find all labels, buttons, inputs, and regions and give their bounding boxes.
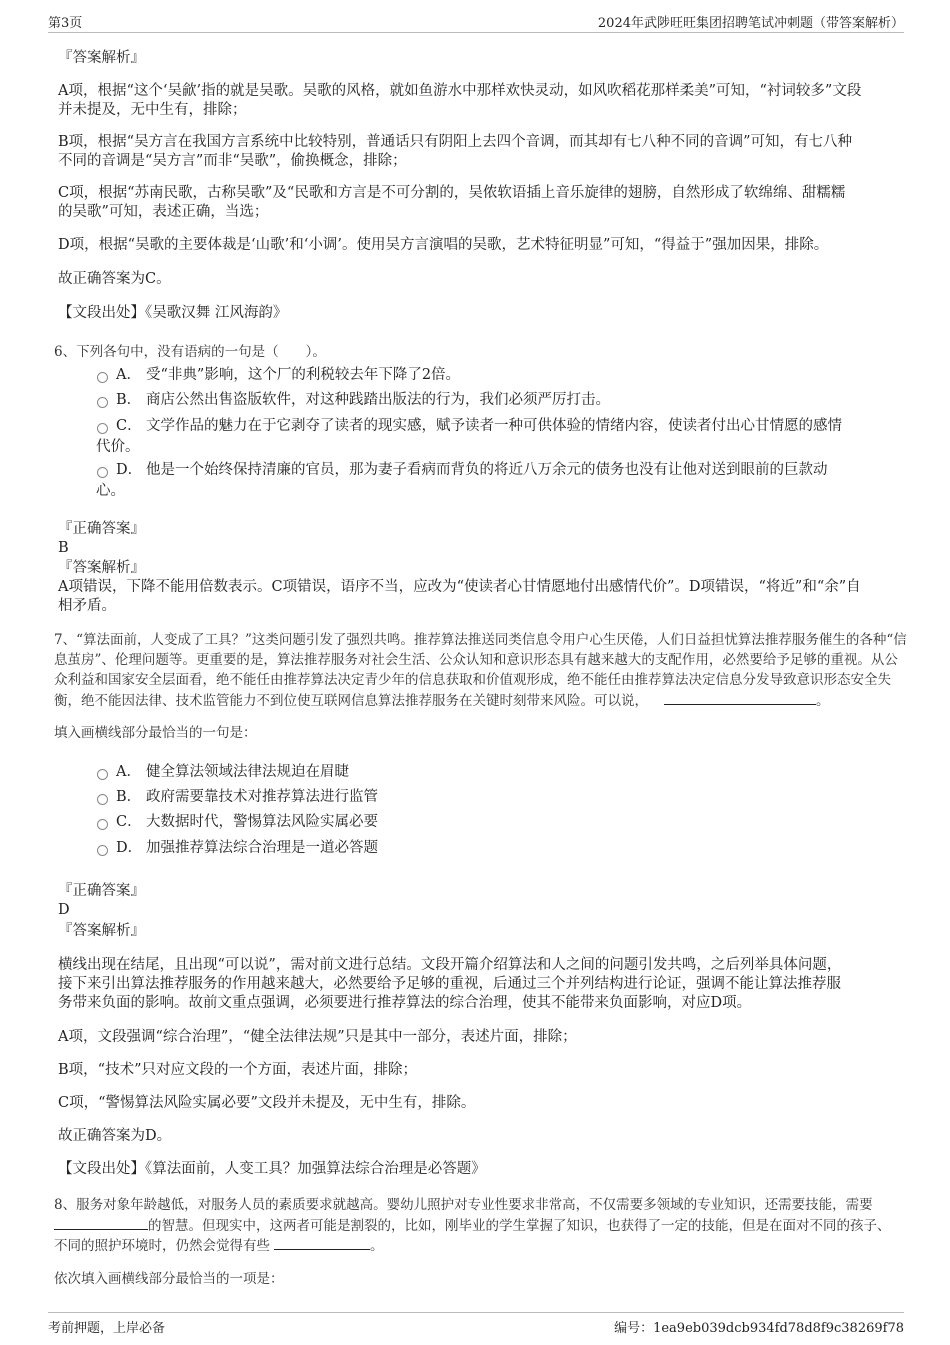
page-number: 第3页 [48,16,83,31]
q6-analysis-label: 『答案解析』 [58,560,145,576]
q7-stem-text: 衡，绝不能因法律、技术监管能力不到位使互联网信息算法推荐服务在关键时刻带来风险。可以说， [54,693,648,709]
q7-analysis-line3: 务带来负面的影响。故前文重点强调，必须要进行推荐算法的综合治理，使其不能带来负面影响，对应D项。 [58,995,752,1011]
q7-source: 【文段出处】《算法面前，人变工具？加强算法综合治理是必答题》 [58,1161,486,1177]
option-text-cont: 代价。 [96,439,140,455]
option-key: A． [116,764,141,780]
q7-stem-line4 [54,691,830,711]
q7-c-line: C项，“警惕算法风险实属必要”文段并未提及，无中生有，排除。 [58,1095,476,1111]
option-text: 商店公然出售盗版软件，对这种践踏出版法的行为，我们必须严厉打击。 [146,392,610,408]
q7-stem-line1: 7、“算法面前，人变成了工具？”这类问题引发了强烈共鸣。推荐算法推送同类信息令用户心生厌倦，人们日益担忧算法推荐服务催生的各种“信 [54,632,907,648]
q8-stem-line3 [54,1236,384,1256]
option-key: B． [116,789,142,805]
q8-stem-line2 [54,1216,891,1236]
answer-blank [274,1236,370,1250]
q7-conclusion: 故正确答案为D。 [58,1128,172,1144]
radio-button[interactable] [97,845,108,856]
radio-button[interactable] [97,467,108,478]
radio-button[interactable] [97,397,108,408]
q6-analysis-line1: A项错误，下降不能用倍数表示。C项错误，语序不当，应改为“使读者心甘情愿地付出感情代价”。D项错误，“将近”和“余”自 [58,579,861,595]
option-text: 大数据时代，警惕算法风险实属必要 [146,814,378,830]
q7-analysis-line2: 接下来引出算法推荐服务的作用越来越大，必然要给予足够的重视，后通过三个并列结构进行论证，强调不能让算法推荐服 [58,976,841,992]
q5-c-line1: C项，根据“苏南民歌，古称吴歌”及“民歌和方言是不可分割的，吴侬软语插上音乐旋律的翅膀，自然形成了软绵绵、甜糯糯 [58,185,846,201]
q7-stem-end: 。 [816,693,830,709]
q7-stem-line2: 息茧房”、伦理问题等。更重要的是，算法推荐服务对社会生活、公众认知和意识形态具有越来越大的支配作用，必然要给予足够的重视。从公 [54,652,898,668]
radio-button[interactable] [97,372,108,383]
document-title: 2024年武陟旺旺集团招聘笔试冲刺题（带答案解析） [597,16,904,31]
q6-analysis-line2: 相矛盾。 [58,598,116,614]
option-text: 健全算法领域法律法规迫在眉睫 [146,764,349,780]
q8-stem-end: 。 [370,1238,384,1254]
q5-source: 【文段出处】《吴歌汉舞 江风海韵》 [58,305,288,321]
q5-b-line2: 不同的音调是“吴方言”而非“吴歌”，偷换概念，排除； [58,153,407,169]
q7-a-line: A项，文段强调“综合治理”，“健全法律法规”只是其中一部分，表述片面，排除； [58,1029,577,1045]
q7-instruction: 填入画横线部分最恰当的一句是： [54,725,257,741]
page-footer [48,1312,904,1339]
answer-blank [664,691,816,705]
option-text: 政府需要靠技术对推荐算法进行监管 [146,789,378,805]
q8-stem-text: 的智慧。但现实中，这两者可能是割裂的，比如，刚毕业的学生掌握了知识，也获得了一定的技能，但是在面对不同的孩子、 [148,1218,891,1234]
q6-answer-label: 『正确答案』 [58,521,145,537]
radio-button[interactable] [97,819,108,830]
q5-d-line1: D项，根据“吴歌的主要体裁是‘山歌’和‘小调’。使用吴方言演唱的吴歌，艺术特征明显”可知，“得益于”强加因果，排除。 [58,237,829,253]
document-id: 编号：1ea9eb039dcb934fd78d8f9c38269f78 [614,1321,904,1336]
q7-answer-label: 『正确答案』 [58,883,145,899]
q5-c-line2: 的吴歌”可知，表述正确，当选； [58,204,269,220]
option-text: 受“非典”影响，这个厂的利税较去年下降了2倍。 [146,367,461,383]
q5-b-line1: B项，根据“吴方言在我国方言系统中比较特别，普通话只有阴阳上去四个音调，而其却有七八种不同的音调”可知，有七八种 [58,134,852,150]
q5-analysis-label: 『答案解析』 [58,50,145,66]
q8-stem-line1: 8、服务对象年龄越低，对服务人员的素质要求就越高。婴幼儿照护对专业性要求非常高，不仅需要多领域的专业知识，还需要技能，需要 [54,1197,873,1213]
radio-button[interactable] [97,769,108,780]
q8-stem-text: 不同的照护环境时，仍然会觉得有些 [54,1238,270,1254]
answer-blank [54,1216,148,1230]
option-key: A． [116,367,141,383]
q8-instruction: 依次填入画横线部分最恰当的一项是： [54,1271,284,1287]
q7-analysis-line1: 横线出现在结尾，且出现“可以说”，需对前文进行总结。文段开篇介绍算法和人之间的问题引发共鸣，之后列举具体问题， [58,957,842,973]
option-key: C． [116,418,142,434]
q5-conclusion: 故正确答案为C。 [58,271,171,287]
q6-stem: 6、下列各句中，没有语病的一句是（ ）。 [54,344,326,360]
radio-button[interactable] [97,794,108,805]
q7-answer: D [58,902,70,918]
q7-stem-line3: 众利益和国家安全层面看，绝不能任由推荐算法决定青少年的信息获取和价值观形成，绝不能任由推荐算法决定信息分发导致意识形态安全失 [54,672,891,688]
q7-analysis-label: 『答案解析』 [58,923,145,939]
q6-answer: B [58,540,69,556]
option-text: 文学作品的魅力在于它剥夺了读者的现实感，赋予读者一种可供体验的情绪内容，使读者付出心甘情愿的感情 [146,418,842,434]
option-text: 他是一个始终保持清廉的官员，那为妻子看病而背负的将近八万余元的债务也没有让他对送到眼前的巨款动 [146,462,828,478]
q5-a-line1: A项，根据“这个‘吴歈’指的就是吴歌。吴歌的风格，就如鱼游水中那样欢快灵动，如风吹稻花那样柔美”可知，“衬词较多”文段 [58,83,862,99]
option-text: 加强推荐算法综合治理是一道必答题 [146,840,378,856]
footer-slogan: 考前押题，上岸必备 [48,1321,166,1336]
page-header [48,10,904,33]
option-key: D． [116,462,143,478]
q7-b-line: B项，“技术”只对应文段的一个方面，表述片面，排除； [58,1062,417,1078]
radio-button[interactable] [97,423,108,434]
option-text-cont: 心。 [96,483,125,499]
option-key: B． [116,392,142,408]
q5-a-line2: 并未提及，无中生有，排除； [58,102,247,118]
option-key: C． [116,814,142,830]
option-key: D． [116,840,143,856]
